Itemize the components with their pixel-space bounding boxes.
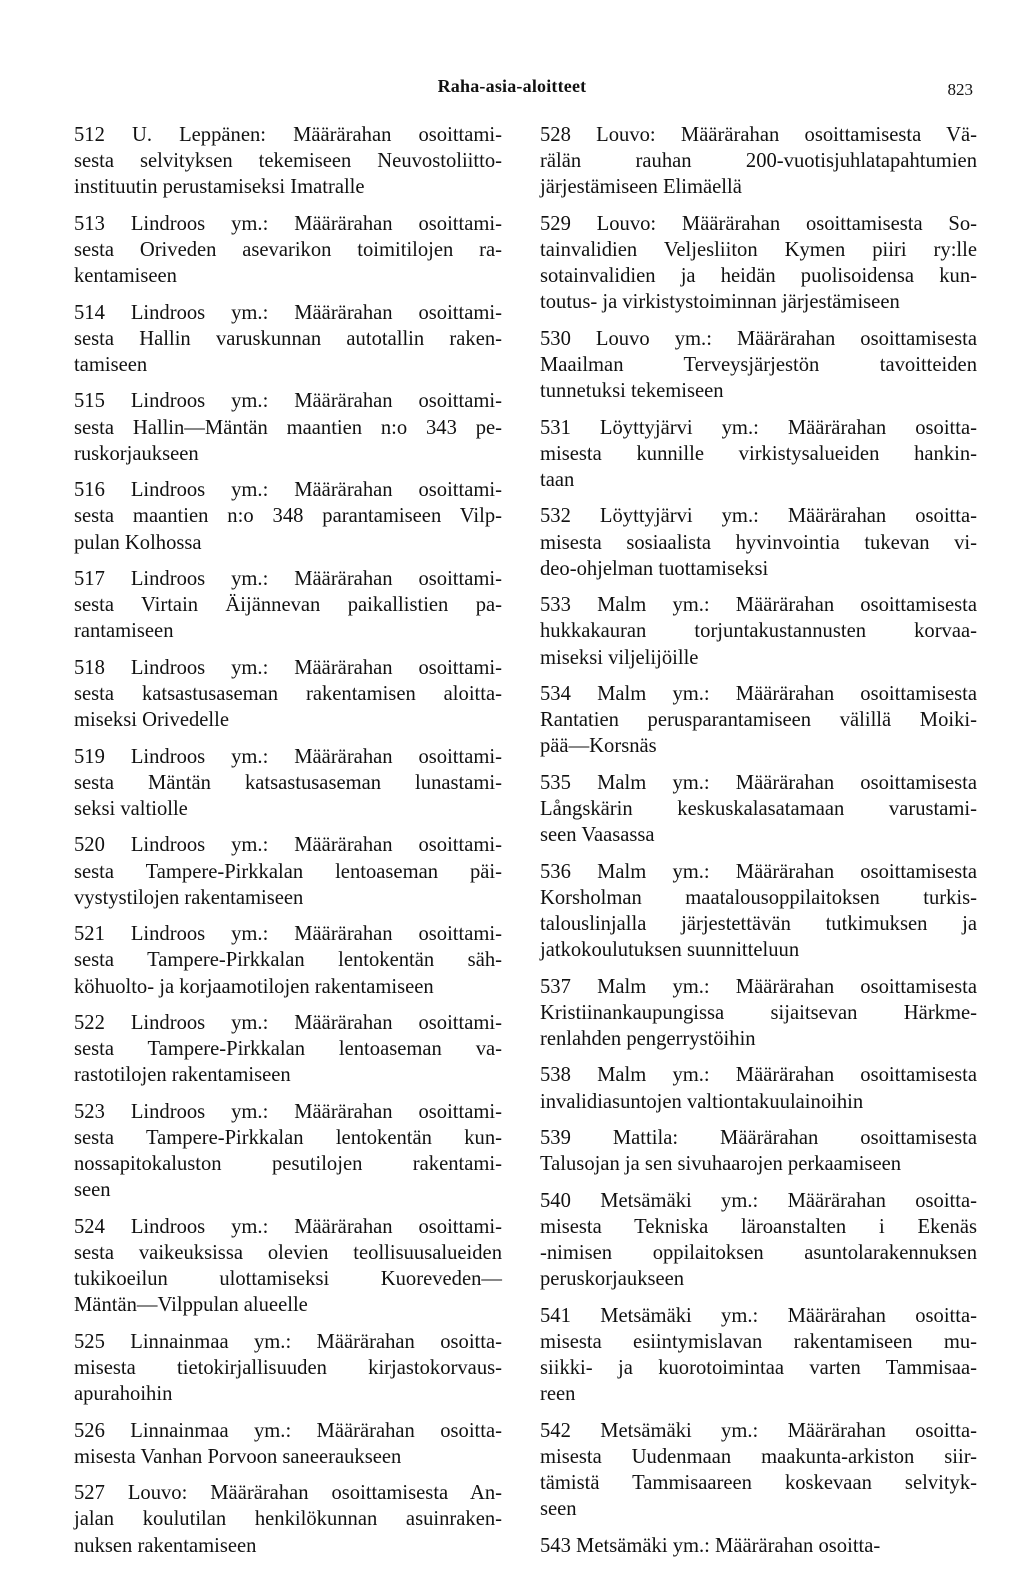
entry-line: sesta Hallin varuskunnan autotallin raken-: [74, 327, 502, 350]
page-title: Raha-asia-aloitteet: [437, 76, 587, 96]
entry-line: instituutin perustamiseksi Imatralle: [74, 176, 365, 199]
entry-line: Talusojan ja sen sivuhaarojen perkaamiseen: [540, 1153, 902, 1176]
entry-line: pää—Korsnäs: [540, 735, 657, 758]
entry-line: 521 Lindroos ym.: Määrärahan osoittami-: [74, 923, 502, 946]
entry-line: 531 Löyttyjärvi ym.: Määrärahan osoitta-: [540, 416, 977, 439]
entry-line: sesta katsastusaseman rakentamisen aloitta-: [74, 682, 502, 705]
entry-line: rälän rauhan 200-vuotisjuhlatapahtumien: [540, 150, 977, 173]
entry-line: Långskärin keskuskalasatamaan varustami-: [540, 797, 977, 820]
entry-line: rastotilojen rakentamiseen: [74, 1064, 291, 1087]
entry-line: Korsholman maatalousoppilaitoksen turkis-: [540, 886, 977, 909]
entry-line: 535 Malm ym.: Määrärahan osoittamisesta: [540, 771, 977, 794]
entry-line: miseksi Orivedelle: [74, 709, 229, 732]
entry-line: kentamiseen: [74, 265, 177, 288]
entry-line: sesta Virtain Äijännevan paikallistien pa-: [74, 594, 502, 617]
entry-line: apurahoihin: [74, 1383, 173, 1406]
entry-line: 522 Lindroos ym.: Määrärahan osoittami-: [74, 1011, 502, 1034]
entry-line: 530 Louvo ym.: Määrärahan osoittamisesta: [540, 327, 977, 350]
entry-line: misesta esiintymislavan rakentamiseen mu-: [540, 1330, 977, 1353]
entry-line: 540 Metsämäki ym.: Määrärahan osoitta-: [540, 1189, 977, 1212]
entry-line: 523 Lindroos ym.: Määrärahan osoittami-: [74, 1100, 502, 1123]
entry-line: 532 Löyttyjärvi ym.: Määrärahan osoitta-: [540, 505, 977, 528]
entry-line: sesta maantien n:o 348 parantamiseen Vilp-: [74, 505, 502, 528]
entry-line: 519 Lindroos ym.: Määrärahan osoittami-: [74, 745, 502, 768]
entry: [74, 300, 502, 379]
entry-line: 534 Malm ym.: Määrärahan osoittamisesta: [540, 682, 977, 705]
entry-line: pulan Kolhossa: [74, 531, 202, 554]
entry-line: seen Vaasassa: [540, 824, 655, 847]
entry-line: 518 Lindroos ym.: Määrärahan osoittami-: [74, 656, 502, 679]
entry-line: misesta Uudenmaan maakunta-arkiston siir-: [540, 1445, 977, 1468]
entry: [74, 211, 502, 290]
entry-line: toutus- ja virkistystoiminnan järjestämiseen: [540, 291, 900, 314]
entry-line: talouslinjalla järjestettävän tutkimuksen ja: [540, 912, 977, 935]
entry-line: 541 Metsämäki ym.: Määrärahan osoitta-: [540, 1304, 977, 1327]
entry: [540, 859, 977, 964]
entry-line: 542 Metsämäki ym.: Määrärahan osoitta-: [540, 1419, 977, 1442]
entry-line: Mäntän—Vilppulan alueelle: [74, 1294, 308, 1317]
page-number: 823: [947, 80, 973, 99]
entry-line: taan: [540, 469, 575, 491]
entry-line: nossapitokaluston pesutilojen rakentami-: [74, 1153, 502, 1176]
entry-line: ruskorjaukseen: [74, 442, 199, 465]
entry: [74, 1329, 502, 1408]
entry-line: 512 U. Leppänen: Määrärahan osoittami-: [74, 124, 502, 146]
entry-line: 516 Lindroos ym.: Määrärahan osoittami-: [74, 479, 502, 502]
entry-line: seksi valtiolle: [74, 797, 188, 820]
entry: [74, 566, 502, 645]
entry-line: nuksen rakentamiseen: [74, 1534, 257, 1557]
entry-line: 514 Lindroos ym.: Määrärahan osoittami-: [74, 301, 502, 324]
entry-line: -nimisen oppilaitoksen asuntolarakennuksen: [540, 1241, 977, 1264]
entry: [74, 832, 502, 911]
entry: [540, 770, 977, 849]
left-column: [74, 122, 502, 1569]
entry-line: sesta Mäntän katsastusaseman lunastami-: [74, 771, 502, 794]
entry-line: 520 Lindroos ym.: Määrärahan osoittami-: [74, 834, 502, 857]
entry-line: seen: [74, 1179, 111, 1202]
entry: [540, 503, 977, 582]
entry: [540, 415, 977, 494]
entry-line: tainvalidien Veljesliiton Kymen piiri ry:lle: [540, 239, 977, 261]
entry-line: reen: [540, 1383, 576, 1406]
entry-line: sesta Tampere-Pirkkalan lentokentän kun-: [74, 1126, 502, 1149]
entry-line: invalidiasuntojen valtiontakuulainoihin: [540, 1090, 864, 1113]
entry-line: misesta Vanhan Porvoon saneeraukseen: [74, 1445, 402, 1468]
entry-line: köhuolto- ja korjaamotilojen rakentamiseen: [74, 975, 434, 998]
entry-line: sesta Tampere-Pirkkalan lentokentän säh-: [74, 949, 502, 972]
entry: [74, 1010, 502, 1089]
entry: [540, 1418, 977, 1523]
entry: [540, 1188, 977, 1293]
entry: [540, 974, 977, 1053]
entry: [540, 211, 977, 316]
entry-line: tämistä Tammisaareen koskevaan selvityk-: [540, 1471, 977, 1494]
entry: [540, 326, 977, 405]
entry: [540, 122, 977, 201]
entry: [74, 921, 502, 1000]
entry: [74, 388, 502, 467]
entry-line: 526 Linnainmaa ym.: Määrärahan osoitta-: [74, 1419, 502, 1442]
entry-line: jalan koulutilan henkilökunnan asuinraken-: [74, 1508, 502, 1531]
entry-line: misesta Tekniska läroanstalten i Ekenäs: [540, 1215, 977, 1238]
entry-line: sesta selvityksen tekemiseen Neuvostoliitto-: [74, 150, 502, 173]
entry-line: miseksi viljelijöille: [540, 646, 699, 669]
entry: [74, 744, 502, 823]
entry-line: rantamiseen: [74, 620, 174, 643]
entry-line: 524 Lindroos ym.: Määrärahan osoittami-: [74, 1215, 502, 1238]
entry-line: 517 Lindroos ym.: Määrärahan osoittami-: [74, 567, 502, 590]
entry-line: 543 Metsämäki ym.: Määrärahan osoitta-: [540, 1534, 881, 1557]
entry-line: sesta Tampere-Pirkkalan lentoaseman päi-: [74, 860, 502, 883]
entry-line: sotainvalidien ja heidän puolisoidensa kun-: [540, 265, 977, 288]
entry-line: peruskorjaukseen: [540, 1268, 685, 1291]
entry: [74, 1214, 502, 1319]
entry-line: järjestämiseen Elimäellä: [540, 176, 742, 199]
entry-line: Kristiinankaupungissa sijaitsevan Härkme-: [540, 1001, 977, 1024]
entry-line: 515 Lindroos ym.: Määrärahan osoittami-: [74, 390, 502, 413]
entry-line: deo-ohjelman tuottamiseksi: [540, 557, 769, 580]
entry-line: 529 Louvo: Määrärahan osoittamisesta So-: [540, 212, 977, 235]
entry-line: 513 Lindroos ym.: Määrärahan osoittami-: [74, 212, 502, 235]
entry-line: siikki- ja kuorotoimintaa varten Tammisaa-: [540, 1356, 977, 1379]
entry: [540, 1125, 977, 1177]
entry: [74, 122, 502, 201]
entry-line: tamiseen: [74, 354, 148, 376]
entry-line: renlahden pengerrystöihin: [540, 1027, 756, 1050]
entry-line: misesta tietokirjallisuuden kirjastokorvaus-: [74, 1356, 502, 1379]
entry-line: sesta vaikeuksissa olevien teollisuusalueiden: [74, 1241, 502, 1264]
entry-line: hukkakauran torjuntakustannusten korvaa-: [540, 620, 977, 643]
entry-line: misesta sosiaalista hyvinvointia tukevan vi-: [540, 531, 977, 554]
entry: [540, 1533, 977, 1559]
entry-line: vystystilojen rakentamiseen: [74, 886, 304, 909]
entry-line: 527 Louvo: Määrärahan osoittamisesta An-: [74, 1482, 502, 1505]
entry-line: 525 Linnainmaa ym.: Määrärahan osoitta-: [74, 1330, 502, 1353]
entry-line: sesta Tampere-Pirkkalan lentoaseman va-: [74, 1038, 502, 1061]
entry: [74, 1099, 502, 1204]
entry-line: 528 Louvo: Määrärahan osoittamisesta Vä-: [540, 124, 977, 146]
entry: [74, 1480, 502, 1559]
entry: [74, 477, 502, 556]
entry-line: tukikoeilun ulottamiseksi Kuoreveden—: [74, 1268, 502, 1291]
right-column: [540, 122, 977, 1569]
entry-line: misesta kunnille virkistysalueiden hankin-: [540, 442, 977, 465]
entry: [540, 681, 977, 760]
entry: [74, 1418, 502, 1470]
entry: [540, 1303, 977, 1408]
entry: [540, 592, 977, 671]
entry-line: Maailman Terveysjärjestön tavoitteiden: [540, 354, 977, 376]
entry-line: 533 Malm ym.: Määrärahan osoittamisesta: [540, 594, 977, 617]
entry-line: 538 Malm ym.: Määrärahan osoittamisesta: [540, 1064, 977, 1087]
running-header: [0, 62, 1024, 102]
entry-line: 539 Mattila: Määrärahan osoittamisesta: [540, 1126, 977, 1149]
entry-line: seen: [540, 1498, 577, 1521]
entry-line: jatkokoulutuksen suunnitteluun: [540, 939, 800, 962]
entry-line: tunnetuksi tekemiseen: [540, 380, 724, 403]
entry: [540, 1062, 977, 1114]
entry-line: sesta Hallin—Mäntän maantien n:o 343 pe-: [74, 416, 502, 439]
entry-line: 536 Malm ym.: Määrärahan osoittamisesta: [540, 860, 977, 883]
entry-line: 537 Malm ym.: Määrärahan osoittamisesta: [540, 975, 977, 998]
entry-line: sesta Oriveden asevarikon toimitilojen ra-: [74, 239, 502, 261]
entry: [74, 655, 502, 734]
entry-line: Rantatien perusparantamiseen välillä Moiki-: [540, 709, 977, 732]
